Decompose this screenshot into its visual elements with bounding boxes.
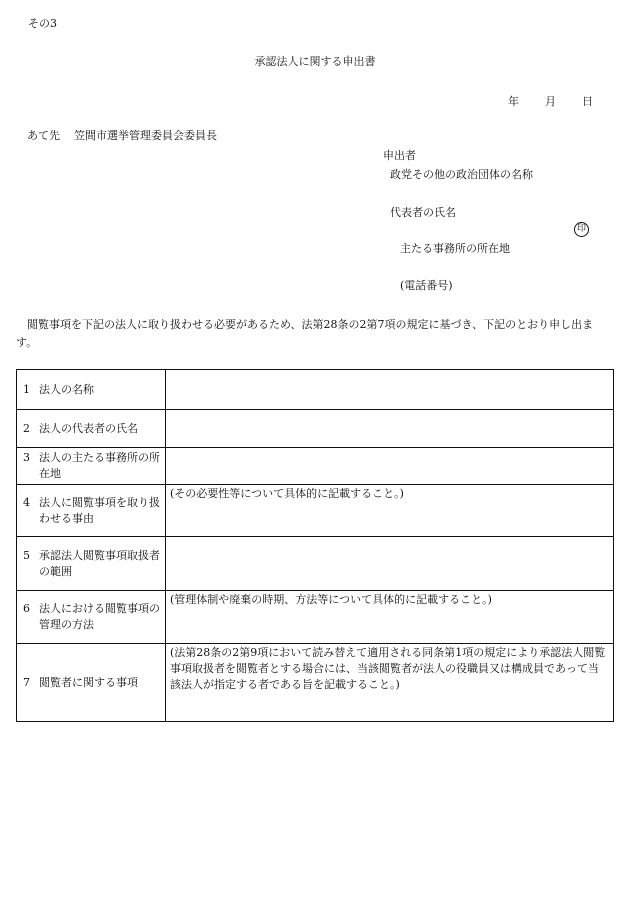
item-label-cell [17, 644, 166, 722]
phone-label: (電話番号) [400, 279, 453, 292]
addressee-name: 笠間市選挙管理委員会委員長 [74, 129, 217, 142]
representative-label: 代表者の氏名 [390, 206, 456, 219]
items-table [16, 369, 614, 722]
item-label: 閲覧者に関する事項 [39, 675, 138, 689]
item-label: 承認法人閲覧事項取扱者の範囲 [39, 548, 160, 578]
item-number: 5 [23, 548, 30, 562]
item-label-cell [17, 537, 166, 591]
item-note: (法第28条の2第9項において読み替えて適用される同条第1項の規定により承認法人閲覧事項取扱者を閲覧者とする場合には、当該閲覧者が法人の役職員又は構成員であって当該法人が指定する者である旨を記載すること。) [170, 646, 606, 691]
item-label-cell [17, 410, 166, 448]
table-row [17, 485, 614, 537]
item-value-cell[interactable] [166, 644, 614, 722]
item-number: 2 [23, 421, 30, 435]
item-number: 3 [23, 451, 30, 465]
table-row [17, 370, 614, 410]
addressee-line [27, 128, 217, 144]
item-value-cell[interactable] [166, 448, 614, 485]
item-value-cell[interactable] [166, 537, 614, 591]
table-row [17, 448, 614, 485]
item-number: 4 [23, 495, 30, 509]
item-number: 1 [23, 382, 30, 396]
table-row [17, 591, 614, 644]
item-value-cell[interactable] [166, 370, 614, 410]
date-year-label: 年 [508, 95, 519, 108]
item-label: 法人における閲覧事項の管理の方法 [39, 602, 160, 631]
applicant-label: 申出者 [383, 149, 416, 162]
request-statement: 閲覧事項を下記の法人に取り扱わせる必要があるため、法第28条の2第7項の規定に基づき、下記のとおり申し出ます。 [16, 318, 594, 349]
item-number: 7 [23, 675, 30, 689]
item-number: 6 [23, 602, 30, 616]
seal-mark: 印 [574, 222, 589, 237]
item-value-cell[interactable] [166, 591, 614, 644]
document-title: 承認法人に関する申出書 [254, 55, 376, 68]
item-label: 法人の名称 [39, 382, 94, 396]
date-month-label: 月 [545, 95, 556, 108]
item-label-cell [17, 591, 166, 644]
org-name-label: 政党その他の政治団体の名称 [390, 168, 533, 181]
table-row [17, 644, 614, 722]
table-row [17, 410, 614, 448]
item-label-cell [17, 448, 166, 485]
item-label: 法人の代表者の氏名 [39, 421, 138, 435]
addressee-label: あて先 [27, 129, 60, 142]
item-note: (管理体制や廃棄の時期、方法等について具体的に記載すること。) [170, 593, 492, 606]
form-number: その3 [28, 17, 57, 30]
date-line [508, 94, 593, 110]
date-day-label: 日 [582, 95, 593, 108]
table-row [17, 537, 614, 591]
item-label: 法人の主たる事務所の所在地 [39, 451, 160, 480]
item-value-cell[interactable] [166, 485, 614, 537]
office-address-label: 主たる事務所の所在地 [400, 242, 510, 255]
item-label-cell [17, 485, 166, 537]
item-label-cell [17, 370, 166, 410]
item-label: 法人に閲覧事項を取り扱わせる事由 [39, 495, 160, 525]
item-note: (その必要性等について具体的に記載すること。) [170, 487, 404, 500]
item-value-cell[interactable] [166, 410, 614, 448]
